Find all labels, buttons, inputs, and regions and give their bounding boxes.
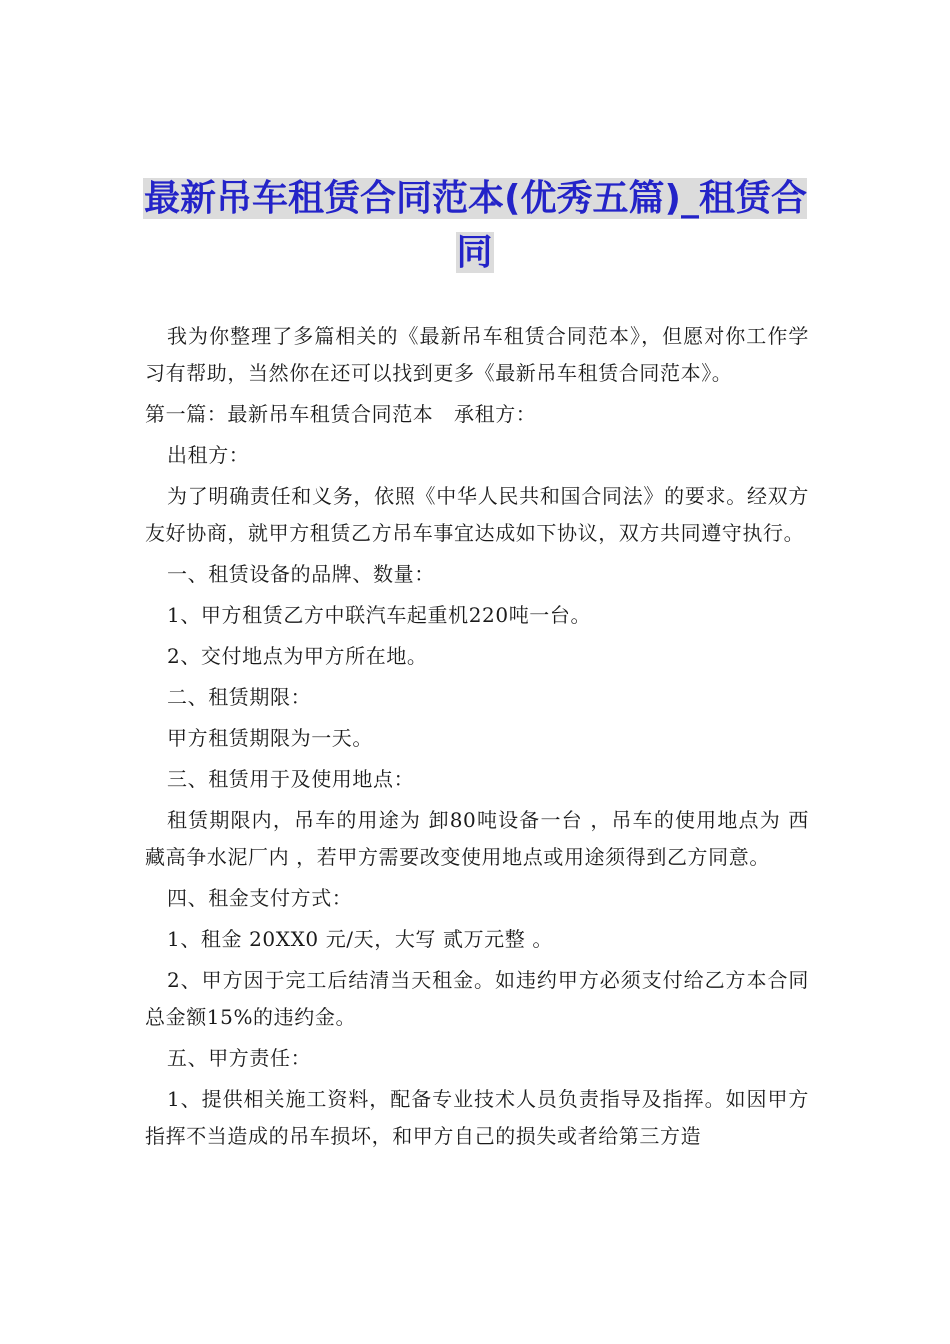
clause-item: 2、甲方因于完工后结清当天租金。如违约甲方必须支付给乙方本合同总金额15%的违约金。	[145, 968, 809, 1029]
clause-item: 租赁期限内，吊车的用途为 卸80吨设备一台 ，吊车的使用地点为 西藏高争水泥厂内 ，若甲方需要改变使用地点或用途须得到乙方同意。	[145, 808, 809, 869]
clause-heading-payment: 四、租金支付方式：	[167, 886, 353, 910]
clause-item: 1、提供相关施工资料，配备专业技术人员负责指导及指挥。如因甲方指挥不当造成的吊车损坏，和甲方自己的损失或者给第三方造	[145, 1087, 809, 1148]
clause-heading-usage: 三、租赁用于及使用地点：	[167, 767, 415, 791]
clause-item: 2、交付地点为甲方所在地。	[167, 644, 428, 668]
clause-heading-term: 二、租赁期限：	[167, 685, 312, 709]
clause-item: 1、甲方租赁乙方中联汽车起重机220吨一台。	[167, 603, 592, 627]
paragraph-section-heading: 第一篇：最新吊车租赁合同范本 承租方：	[145, 402, 537, 426]
clause-heading-equipment: 一、租赁设备的品牌、数量：	[167, 562, 435, 586]
paragraph-purpose: 为了明确责任和义务，依照《中华人民共和国合同法》的要求。经双方友好协商，就甲方租赁乙方吊车事宜达成如下协议，双方共同遵守执行。	[145, 484, 809, 545]
paragraph-lessor: 出租方：	[167, 443, 250, 467]
document-title-text: 最新吊车租赁合同范本(优秀五篇)_租赁合同	[144, 178, 807, 273]
document-title	[140, 172, 810, 280]
clause-item: 甲方租赁期限为一天。	[167, 726, 373, 750]
paragraph-intro: 我为你整理了多篇相关的《最新吊车租赁合同范本》，但愿对你工作学习有帮助，当然你在还可以找到更多《最新吊车租赁合同范本》。	[145, 324, 809, 385]
document-body	[145, 318, 809, 1159]
clause-heading-responsibility: 五、甲方责任：	[167, 1046, 312, 1070]
clause-item: 1、租金 20XX0 元/天，大写 贰万元整 。	[167, 927, 553, 951]
